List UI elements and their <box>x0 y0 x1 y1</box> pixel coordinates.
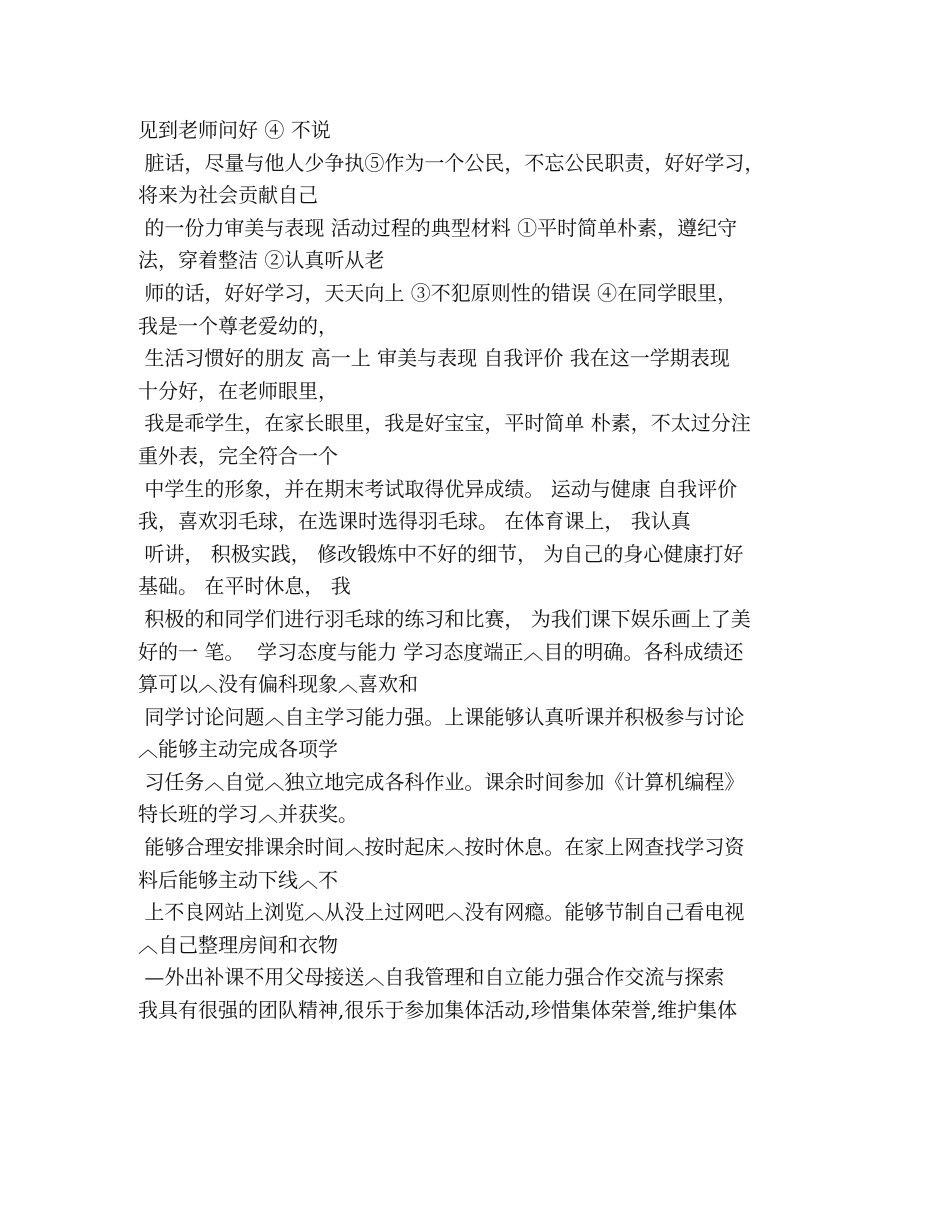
text-line: 见到老师问好 ④ 不说 <box>138 118 331 142</box>
document-body <box>138 114 828 1027</box>
text-line: 算可以︿没有偏科现象︿喜欢和 <box>138 672 418 697</box>
text-line: ︿能够主动完成各项学 <box>138 737 338 762</box>
text-line: 上不良网站上浏览︿从没上过网吧︿没有网瘾。能够节制自己看电视 <box>138 900 745 925</box>
text-line: 特长班的学习︿并获奖。 <box>138 802 358 827</box>
text-line: 师的话，好好学习，天天向上 ③不犯原则性的错误 ④在同学眼里， <box>138 280 738 305</box>
text-line: 同学讨论问题︿自主学习能力强。上课能够认真听课并积极参与讨论 <box>138 704 745 729</box>
text-line: 听讲， 积极实践， 修改锻炼中不好的细节， 为自己的身心健康打好 <box>138 541 744 566</box>
text-line: 将来为社会贡献自己 <box>138 183 318 208</box>
text-line: 法，穿着整洁 ②认真听从老 <box>138 248 385 273</box>
text-line: 能够合理安排课余时间︿按时起床︿按时休息。在家上网查找学习资 <box>138 835 745 860</box>
text-line: 料后能够主动下线︿不 <box>138 867 338 892</box>
text-line: 习任务︿自觉︿独立地完成各科作业。课余时间参加《计算机编程》 <box>138 769 745 794</box>
text-line: 我具有很强的团队精神,很乐于参加集体活动,珍惜集体荣誉,维护集体 <box>138 998 738 1023</box>
text-line: —外出补课不用父母接送︿自我管理和自立能力强合作交流与探索 <box>138 965 725 990</box>
text-line: 我，喜欢羽毛球，在选课时选得羽毛球。 在体育课上， 我认真 <box>138 509 691 534</box>
text-line: 的一份力审美与表现 活动过程的典型材料 ①平时简单朴素，遵纪守 <box>138 215 738 240</box>
text-line: 重外表，完全符合一个 <box>138 443 338 468</box>
text-line: 基础。 在平时休息， 我 <box>138 574 351 599</box>
text-line: 我是乖学生，在家长眼里，我是好宝宝，平时简单 朴素，不太过分注 <box>138 411 751 436</box>
text-line: ︿自己整理房间和衣物 <box>138 932 338 957</box>
text-line: 积极的和同学们进行羽毛球的练习和比赛， 为我们课下娱乐画上了美 <box>138 606 751 631</box>
text-line: 十分好，在老师眼里， <box>138 378 338 403</box>
text-line: 中学生的形象，并在期末考试取得优异成绩。 运动与健康 自我评价 <box>138 476 738 501</box>
text-line: 好的一 笔。 学习态度与能力 学习态度端正︿目的明确。各科成绩还 <box>138 639 744 664</box>
text-line: 生活习惯好的朋友 高一上 审美与表现 自我评价 我在这一学期表现 <box>138 346 730 371</box>
text-line: 脏话，尽量与他人少争执⑤作为一个公民，不忘公民职责，好好学习， <box>138 150 765 175</box>
text-line: 我是一个尊老爱幼的， <box>138 313 338 338</box>
